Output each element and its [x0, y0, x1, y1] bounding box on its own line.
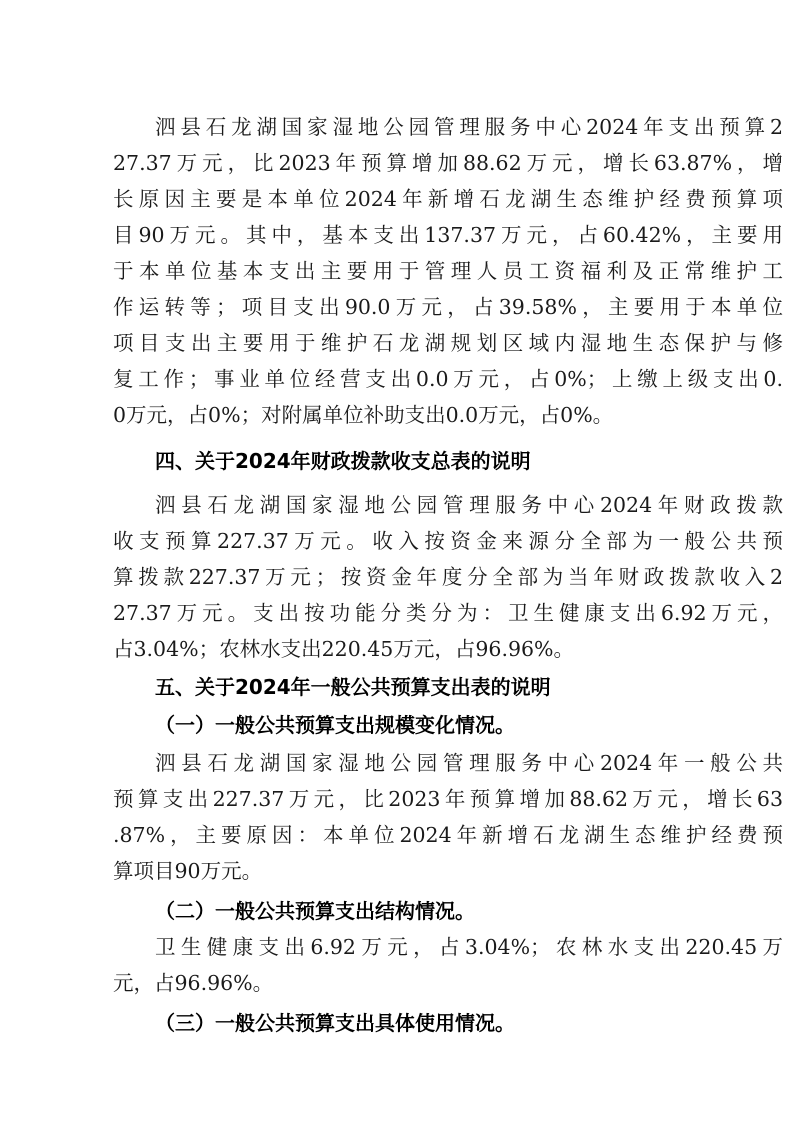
paragraph-1-line-5: 于本单位基本支出主要用于管理人员工资福利及正常维护工	[113, 259, 783, 283]
paragraph-4-line-2: 元，占96.96%。	[113, 971, 274, 995]
paragraph-2-line-4: 27.37万元。支出按功能分类分为：卫生健康支出6.92万元，	[113, 601, 783, 625]
paragraph-2-line-2: 收支预算227.37万元。收入按资金来源分全部为一般公共预	[113, 529, 783, 553]
paragraph-2-line-1: 泗县石龙湖国家湿地公园管理服务中心2024年财政拨款	[155, 493, 783, 517]
subheading-3: （三）一般公共预算支出具体使用情况。	[155, 1011, 515, 1035]
paragraph-1-line-9: 0万元，占0%；对附属单位补助支出0.0万元，占0%。	[113, 403, 614, 427]
paragraph-3-line-4: 算项目90万元。	[113, 859, 263, 883]
paragraph-3-line-1: 泗县石龙湖国家湿地公园管理服务中心2024年一般公共	[155, 751, 783, 775]
paragraph-1-line-8: 复工作；事业单位经营支出0.0万元，占0%；上缴上级支出0.	[113, 367, 783, 391]
paragraph-4-line-1: 卫生健康支出6.92万元，占3.04%；农林水支出220.45万	[155, 935, 783, 959]
paragraph-1-line-4: 目90万元。其中，基本支出137.37万元，占60.42%，主要用	[113, 223, 783, 247]
section-heading-5: 五、关于2024年一般公共预算支出表的说明	[155, 675, 551, 699]
paragraph-1-line-2: 27.37万元，比2023年预算增加88.62万元，增长63.87%，增	[113, 151, 783, 175]
paragraph-1-line-7: 项目支出主要用于维护石龙湖规划区域内湿地生态保护与修	[113, 331, 783, 355]
subheading-1: （一）一般公共预算支出规模变化情况。	[155, 713, 515, 737]
paragraph-1-line-1: 泗县石龙湖国家湿地公园管理服务中心2024年支出预算2	[155, 115, 783, 139]
paragraph-3-line-2: 预算支出227.37万元，比2023年预算增加88.62万元，增长63	[113, 787, 783, 811]
paragraph-2-line-5: 占3.04%；农林水支出220.45万元，占96.96%。	[113, 637, 575, 661]
paragraph-1-line-6: 作运转等；项目支出90.0万元，占39.58%，主要用于本单位	[113, 295, 783, 319]
paragraph-2-line-3: 算拨款227.37万元；按资金年度分全部为当年财政拨款收入2	[113, 565, 783, 589]
paragraph-1-line-3: 长原因主要是本单位2024年新增石龙湖生态维护经费预算项	[113, 187, 783, 211]
section-heading-4: 四、关于2024年财政拨款收支总表的说明	[155, 449, 531, 473]
subheading-2: （二）一般公共预算支出结构情况。	[155, 899, 475, 923]
paragraph-3-line-3: .87%，主要原因：本单位2024年新增石龙湖生态维护经费预	[113, 823, 783, 847]
